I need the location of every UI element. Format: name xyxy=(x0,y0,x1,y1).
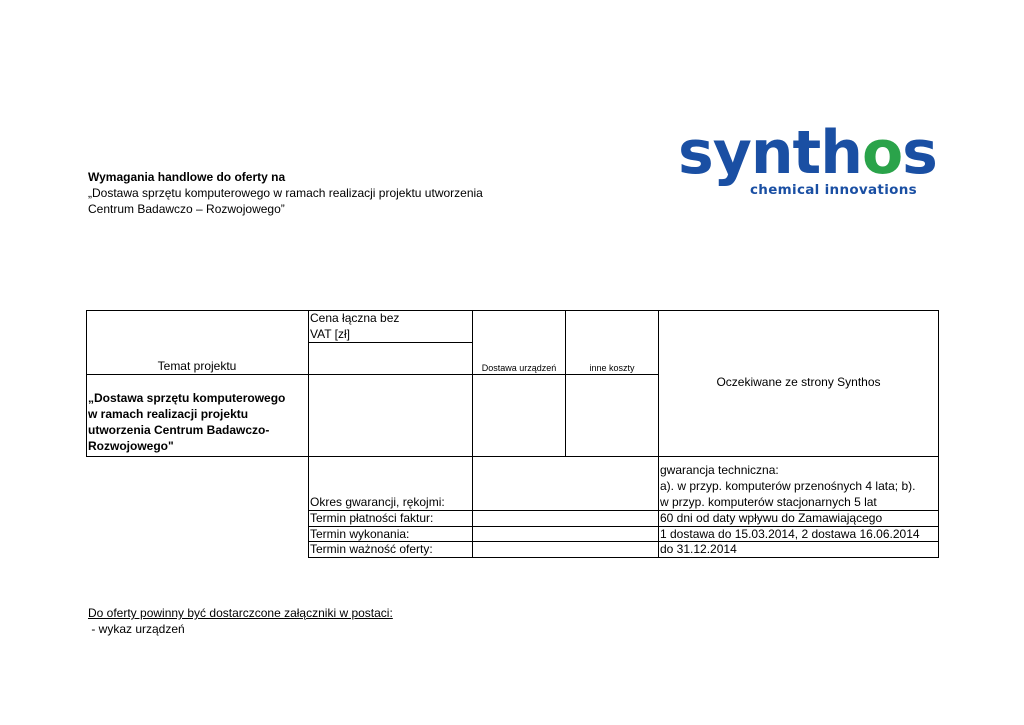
table-line xyxy=(86,310,939,311)
logo-word-o: o xyxy=(861,118,903,188)
attachments-label: Do oferty powinny być dostarczcone załączniki w postaci: xyxy=(88,606,393,620)
heading-line-3: Centrum Badawczo – Rozwojowego” xyxy=(88,202,285,216)
table-line xyxy=(86,310,87,457)
document-heading xyxy=(88,169,483,217)
logo-word-end: s xyxy=(902,118,937,188)
table-line xyxy=(565,310,566,457)
warranty-value-line: a). w przyp. komputerów przenośnych 4 lata; b). xyxy=(660,479,916,493)
project-title-line: w ramach realizacji projektu xyxy=(88,407,249,421)
logo-word-start: synth xyxy=(678,118,862,188)
logo-tagline: chemical innovations xyxy=(750,182,917,198)
table-line xyxy=(308,310,309,558)
table-line xyxy=(938,310,939,558)
topic-label: Temat projektu xyxy=(157,359,237,373)
project-title-line: Rozwojowego" xyxy=(88,439,174,453)
execution-value: 1 dostawa do 15.03.2014, 2 dostawa 16.06.2014 xyxy=(660,527,920,541)
table-line xyxy=(308,557,939,558)
table-line xyxy=(658,310,659,558)
project-title-line: utworzenia Centrum Badawczo- xyxy=(88,423,270,437)
delivery-label: Dostawa urządzeń xyxy=(481,363,557,373)
validity-value: do 31.12.2014 xyxy=(660,542,737,556)
logo-wordmark xyxy=(678,118,937,188)
project-title-line: „Dostawa sprzętu komputerowego xyxy=(88,391,286,405)
other-costs-label: inne koszty xyxy=(589,363,635,373)
payment-value: 60 dni od daty wpływu do Zamawiającego xyxy=(660,511,883,525)
table-line xyxy=(86,456,939,457)
warranty-label: Okres gwarancji, rękojmi: xyxy=(310,495,445,509)
attachments-section xyxy=(88,605,393,637)
validity-label: Termin ważność oferty: xyxy=(310,542,433,556)
table-line xyxy=(308,342,473,343)
heading-line-2: „Dostawa sprzętu komputerowego w ramach realizacji projektu utworzenia xyxy=(88,186,483,200)
expected-label: Oczekiwane ze strony Synthos xyxy=(716,375,881,389)
attachment-item: - wykaz urządzeń xyxy=(88,622,185,636)
synthos-logo xyxy=(678,118,937,200)
execution-label: Termin wykonania: xyxy=(310,527,410,541)
warranty-value-line: gwarancja techniczna: xyxy=(660,463,779,477)
warranty-value-line: w przyp. komputerów stacjonarnych 5 lat xyxy=(660,495,877,509)
table-line xyxy=(472,310,473,558)
price-header-line-2: VAT [zł] xyxy=(310,327,351,341)
payment-label: Termin płatności faktur: xyxy=(310,511,434,525)
heading-title: Wymagania handlowe do oferty na xyxy=(88,170,286,184)
price-header-line-1: Cena łączna bez xyxy=(310,311,400,325)
